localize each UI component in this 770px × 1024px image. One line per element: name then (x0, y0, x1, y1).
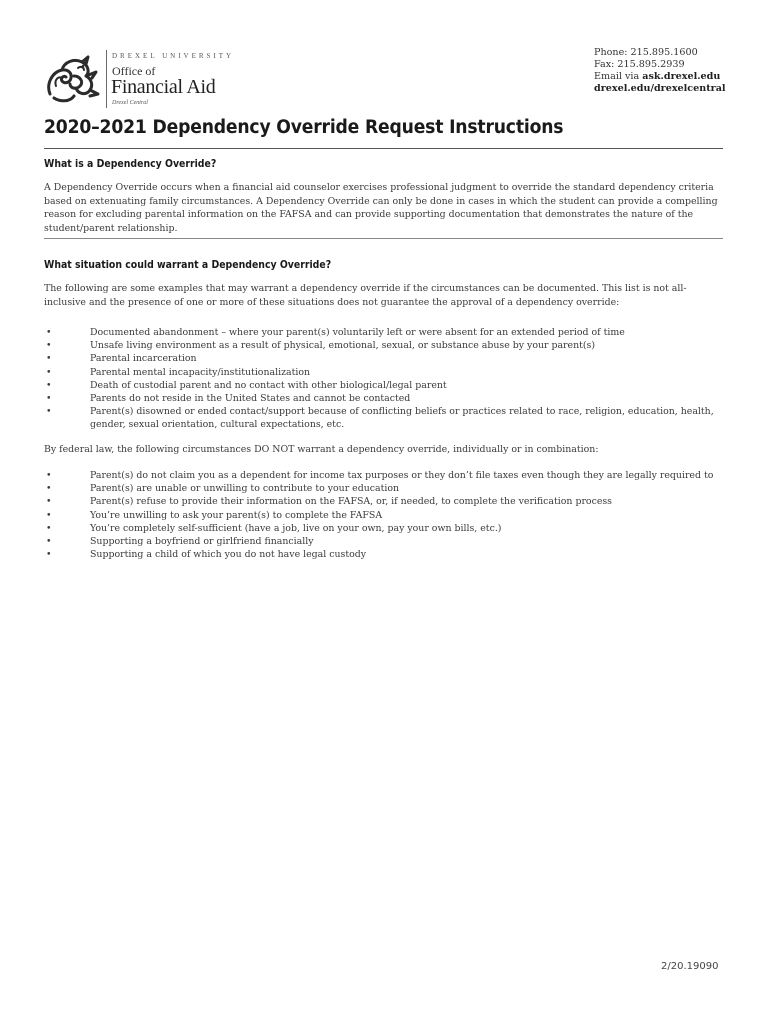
bullet: • (46, 353, 52, 365)
list-item: • Supporting a child of which you do not have legal custody (46, 549, 367, 561)
list-item: • Parental mental incapacity/institutionalization (46, 366, 311, 378)
bullet: • (46, 393, 52, 405)
fax-number: Fax: 215.895.2939 (594, 59, 685, 70)
list-item: • Parents do not reside in the United States and cannot be contacted (46, 393, 411, 405)
bullet: • (46, 340, 52, 352)
website-line (594, 83, 726, 95)
not-warrant-intro: By federal law, the following circumstances DO NOT warrant a dependency override, individually or in combination: (44, 444, 599, 455)
office-sub: Drexel Central (112, 100, 148, 106)
bullet: • (46, 509, 52, 521)
not-warrant-list (44, 469, 734, 561)
bullet: • (46, 522, 52, 534)
bullet: • (46, 549, 52, 561)
list-item: • Parent(s) are unable or unwilling to contribute to your education (46, 483, 400, 495)
bullet: • (46, 496, 52, 508)
bullet: • (46, 470, 52, 481)
logo-divider (106, 50, 107, 108)
contact-info (594, 47, 726, 95)
section-heading-situations: What situation could warrant a Dependency Override? (44, 259, 332, 271)
title-divider (44, 148, 723, 149)
list-item: • Parental incarceration (46, 353, 197, 365)
university-name: DREXEL UNIVERSITY (112, 52, 235, 60)
list-item: • Parent(s) do not claim you as a dependent for income tax purposes or they don’t file taxes even though they are legally required to (46, 470, 714, 481)
section-paragraph-what-is: A Dependency Override occurs when a financial aid counselor exercises professional judgment to override the standard dependency criteria based on extenuating family circumstances. A Dependency Override can only be done in cases in which the student can provide a compelling reason for excluding parental information on the FAFSA and can provide supporting documentation that demonstrates the nature of the student/parent relationship. (44, 182, 718, 234)
list-item: • Death of custodial parent and no contact with other biological/legal parent (46, 379, 447, 391)
list-item: • Parent(s) disowned or ended contact/support because of conflicting beliefs or practices related to race, religion, education, health, gender, sexual orientation, cultural expectations, etc. (46, 406, 714, 431)
document-code: 2/20.19090 (661, 961, 719, 972)
office-name: Financial Aid (111, 76, 216, 98)
section-heading-what-is: What is a Dependency Override? (44, 158, 217, 170)
page-title: 2020–2021 Dependency Override Request Instructions (44, 117, 564, 138)
website-link[interactable]: drexel.edu/drexelcentral (594, 83, 726, 94)
section-paragraph-situations: The following are some examples that may warrant a dependency override if the circumstances can be documented. This list is not all-inclusive and the presence of one or more of these situations does not guarantee the approval of a dependency override: (44, 283, 687, 308)
email-line (594, 71, 726, 83)
bullet: • (46, 379, 52, 391)
list-item: • You’re unwilling to ask your parent(s) to complete the FAFSA (46, 509, 383, 521)
bullet: • (46, 327, 52, 338)
bullet: • (46, 483, 52, 495)
section-divider (44, 238, 723, 239)
dragon-logo-icon (44, 54, 100, 104)
office-line: Office of (112, 64, 156, 78)
list-item: • Supporting a boyfriend or girlfriend financially (46, 536, 314, 548)
list-item: • You’re completely self-sufficient (have a job, live on your own, pay your own bills, etc.) (46, 522, 502, 534)
warrant-list (44, 326, 734, 432)
list-item: • Parent(s) refuse to provide their information on the FAFSA, or, if needed, to complete the verification process (46, 496, 612, 508)
bullet: • (46, 536, 52, 548)
email-link[interactable]: ask.drexel.edu (642, 71, 721, 82)
email-prefix: Email via (594, 71, 640, 82)
list-item: • Documented abandonment – where your parent(s) voluntarily left or were absent for an extended period of time (46, 327, 625, 338)
bullet: • (46, 406, 52, 418)
list-item: • Unsafe living environment as a result of physical, emotional, sexual, or substance abuse by your parent(s) (46, 340, 596, 352)
phone-number: Phone: 215.895.1600 (594, 47, 698, 58)
bullet: • (46, 366, 52, 378)
drexel-financial-aid-logo (44, 50, 264, 110)
